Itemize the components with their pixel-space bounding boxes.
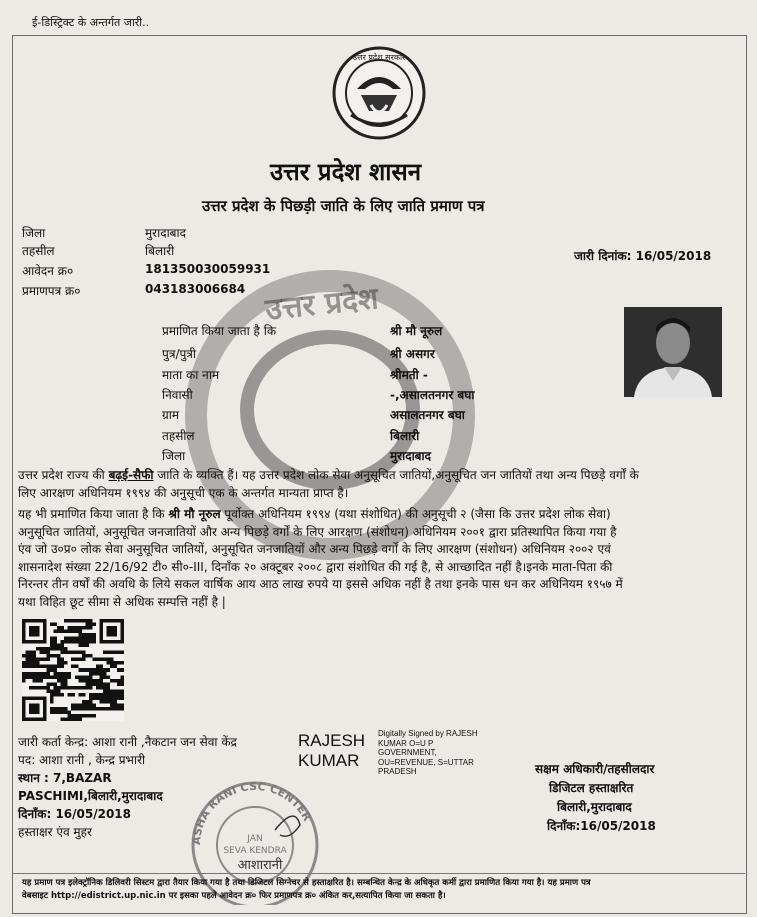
digital-sign-name-2: KUMAR — [298, 751, 360, 770]
digital-sign-line: KUMAR O=U P — [378, 738, 434, 748]
issuer-center: जारी कर्ता केन्द्र: आशा रानी ,नैकटान जन सेवा केंद्र — [18, 735, 237, 749]
top-note: ई-डिस्ट्रिक्ट के अन्तर्गत जारी.. — [32, 16, 150, 29]
issuer-place-2: PASCHIMI,बिलारी,मुरादाबाद — [18, 789, 163, 803]
digital-sign-line: Digitally Signed by RAJESH — [378, 729, 478, 738]
para2-line: अनुसूचित जातियों, अनुसूचित जनजातियों और अन्य पिछड़े वर्गों के लिए आरक्षण (संशोधन) अधिनियम २००१ द्वारा प्रतिस्थापित किया गया है — [18, 524, 617, 539]
issuer-date: दिनाँक: 16/05/2018 — [18, 807, 132, 821]
page-subtitle: उत्तर प्रदेश के पिछड़ी जाति के लिए जाति प्रमाण पत्र — [202, 197, 485, 215]
stamp-center-text-2: SEVA KENDRA — [223, 846, 287, 856]
para2-line: एंव जो उ०प्र० लोक सेवा अनुसूचित जातियों, अनुसूचित जनजातियों और अन्य पिछड़े वर्गों के लिए आरक्षण (संशोधन) अधिनियम २००२ एवं — [18, 542, 611, 556]
header-label-certificate-no: प्रमाणपत्र क्र० — [22, 284, 81, 298]
header-label-tehsil: तहसील — [22, 244, 55, 258]
issuer-post: पद: आशा रानी , केन्द्र प्रभारी — [18, 753, 146, 767]
para1-pre: उत्तर प्रदेश राज्य की — [18, 468, 109, 482]
emblem-ring-text: उत्तर प्रदेश सरकार — [352, 53, 406, 62]
authority-designation: सक्षम अधिकारी/तहसीलदार — [535, 762, 655, 776]
person-value-father: श्री असगर — [390, 347, 435, 361]
person-label-mother: माता का नाम — [162, 368, 220, 382]
para2-line: निरन्तर तीन वर्षों की अवधि के लिये सकल वार्षिक आय आठ लाख रुपये या इससे अधिक नहीं है तथा इनके पास धन कर अधिनियम १९५७ में — [18, 577, 623, 591]
para2-post: पूर्वोक्त अधिनियम १९९४ (यथा संशोधित) की अनुसूची २ (जैसा कि उत्तर प्रदेश लोक सेवा) — [220, 507, 611, 521]
authority-date: दिनाँक:16/05/2018 — [547, 819, 656, 833]
paragraph-caste-declaration — [18, 467, 639, 502]
authority-block — [535, 760, 656, 836]
footer-note — [22, 877, 591, 903]
header-label-application-no: आवेदन क्र० — [22, 264, 74, 278]
applicant-photo — [624, 307, 722, 397]
para2-name: श्री मौ नूरुल — [168, 507, 221, 521]
qr-code — [22, 618, 124, 722]
footer-divider — [12, 873, 745, 874]
handwritten-signature: आशारानी — [237, 858, 283, 873]
stamp-center-text-1: JAN — [247, 834, 263, 844]
header-value-certificate-no: 043183006684 — [145, 282, 246, 296]
stamp-ring-text: ASHA RANI CSC CENTER — [189, 779, 314, 846]
header-value-application-no: 181350030059931 — [145, 262, 271, 276]
digital-sign-line: OU=REVENUE, S=UTTAR — [378, 757, 474, 767]
issue-date: जारी दिनांक: 16/05/2018 — [574, 249, 712, 263]
person-label-village: ग्राम — [162, 408, 180, 422]
footer-line-2: वेबसाइट http://edistrict.up.nic.in पर इसका पहले आवेदन क्र० फिर प्रमाणपत्र क्र० अंकित कर,सत्यापित किया जा सकता है। — [22, 891, 446, 901]
footer-line-1: यह प्रमाण पत्र इलेक्ट्रॉनिक डिलिवरी सिस्टम द्वारा तैयार किया गया है तथा डिजिटल सिग्नेचर से हस्ताक्षरित है। सम्बन्धित केन्द्र के अधिकृत कर्मी द्वारा प्रमाणित किया गया है। यह प्रमाण पत्र — [22, 878, 591, 888]
digital-sign-line: GOVERNMENT, — [378, 748, 437, 757]
person-label-tehsil: तहसील — [162, 429, 195, 443]
page-title: उत्तर प्रदेश शासन — [270, 158, 422, 186]
person-value-village: असालतनगर बघा — [390, 408, 465, 422]
header-label-district: जिला — [22, 226, 46, 240]
header-value-district: मुरादाबाद — [145, 226, 187, 240]
issuer-place: स्थान : 7,BAZAR — [18, 771, 112, 785]
up-govt-emblem — [331, 45, 427, 141]
person-value-mother: श्रीमती - — [390, 368, 428, 382]
digital-sign-details — [378, 729, 478, 777]
authority-digital: डिजिटल हस्ताक्षरित — [549, 781, 634, 795]
digital-sign-line: PRADESH — [378, 767, 417, 776]
person-value-district: मुरादाबाद — [390, 449, 432, 463]
header-value-tehsil: बिलारी — [145, 244, 175, 258]
person-value-tehsil: बिलारी — [390, 429, 420, 443]
person-label-district: जिला — [162, 449, 186, 463]
para2-line: यथा विहित छूट सीमा से अधिक सम्पत्ति नहीं है | — [18, 594, 226, 609]
watermark-text: उत्तर प्रदेश — [263, 281, 381, 328]
person-value-name: श्री मौ नूरुल — [390, 324, 443, 338]
person-label-certified: प्रमाणित किया जाता है कि — [162, 324, 277, 338]
person-label-child-of: पुत्र/पुत्री — [162, 347, 197, 361]
para1-caste: बढ़ई-सैफी — [108, 468, 154, 482]
digital-sign-name — [298, 731, 365, 771]
issuer-sign-label: हस्ताक्षर एंव मुहर — [18, 825, 92, 839]
person-label-resident: निवासी — [162, 388, 193, 402]
paragraph-creamy-layer — [18, 506, 623, 611]
para2-line: शासनादेश संख्या 22/16/92 टी० सी०-III, दिनाँक २० अक्टूबर २००८ द्वारा संशोधित की गई है, से आच्छादित नहीं है।इनके माता-पिता की — [18, 559, 613, 574]
para1-post: जाति के व्यक्ति हैं। यह उत्तर प्रदेश लोक सेवा अनुसूचित जातियों,अनुसूचित जन जातियों तथा अन्य पिछड़े वर्गों के — [153, 468, 639, 482]
digital-sign-name-1: RAJESH — [298, 731, 366, 750]
person-value-resident: -,असालतनगर बघा — [390, 388, 475, 402]
para2-pre: यह भी प्रमाणित किया जाता है कि — [18, 507, 169, 521]
authority-place: बिलारी,मुरादाबाद — [557, 800, 632, 814]
para1-line2: लिए आरक्षण अधिनियम १९९४ की अनुसूची एक के अन्तर्गत मान्यता प्राप्त है। — [18, 485, 349, 500]
